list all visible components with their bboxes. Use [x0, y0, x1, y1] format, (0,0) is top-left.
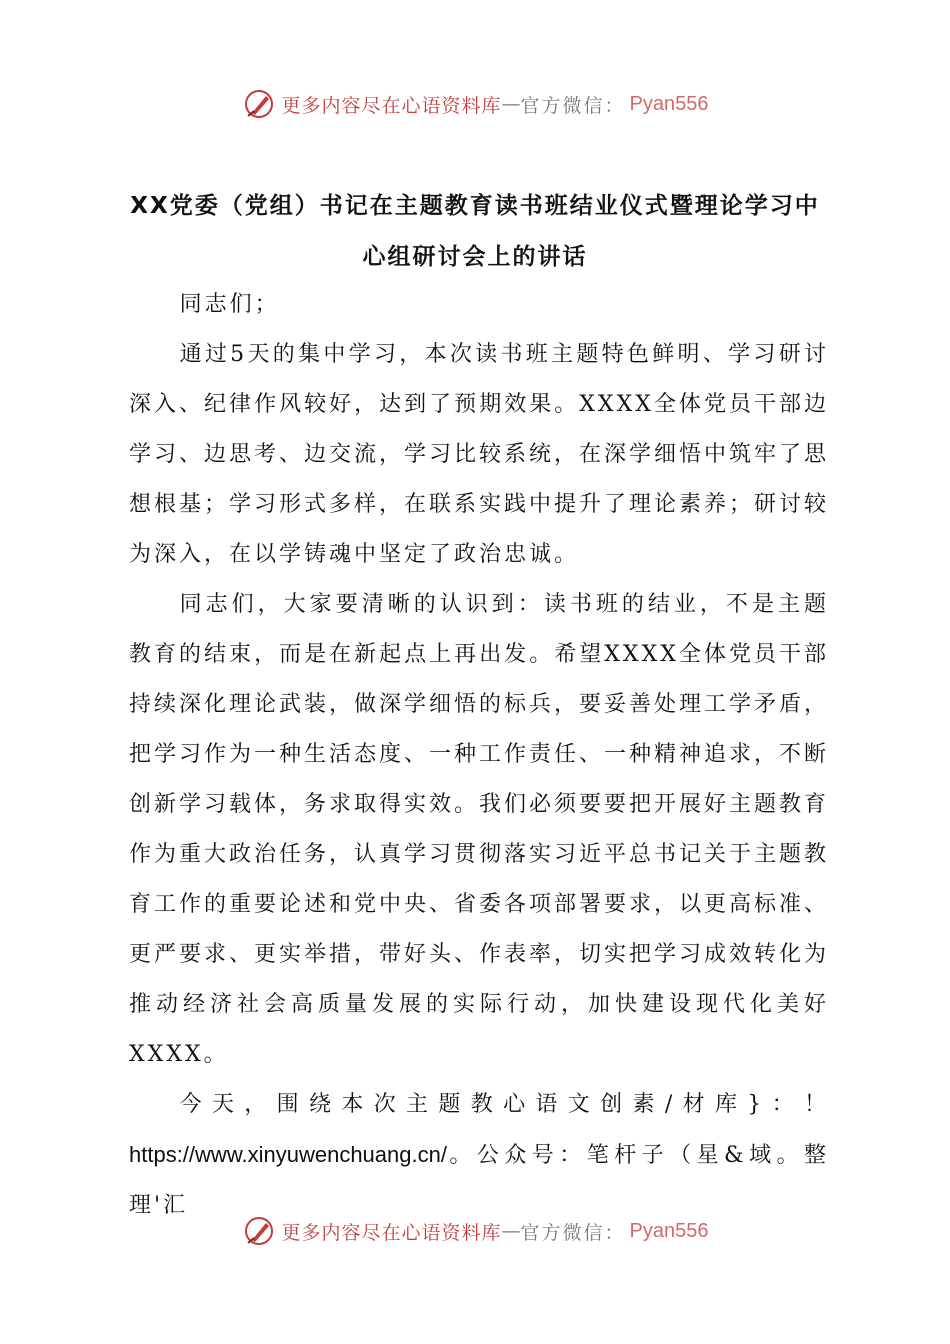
banner-official-label: 官方微信： — [520, 94, 626, 117]
salutation: 同志们； — [179, 292, 280, 317]
banner-wechat-id: Pyan556 — [629, 1219, 709, 1242]
document-title-line-1: XX党委（党组）书记在主题教育读书班结业仪式暨理论学习中 — [130, 193, 820, 219]
pen-nib-icon — [242, 1214, 276, 1248]
banner-official-label: 官方微信： — [520, 1221, 626, 1244]
footer-banner — [0, 1211, 950, 1251]
source-url-part-1: https:// — [129, 1142, 196, 1167]
source-url-part-2: www.xinyuwenchuang.cn/ — [195, 1142, 447, 1167]
paragraph-1: 通过5天的集中学习，本次读书班主题特色鲜明、学习研讨深入、纪律作风较好，达到了预期效果。XXXX全体党员干部边学习、边思考、边交流，学习比较系统，在深学细悟中筑牢了思想根基；学习形式多样，在联系实践中提升了理论素养；研讨较为深入，在以学铸魂中坚定了政治忠诚。 — [129, 342, 830, 567]
paragraph-3-start: 今天，围绕本次主题教心语文创素/材库}：！ — [179, 1092, 829, 1117]
paragraph-3 — [129, 1080, 829, 1231]
paragraph-3-end: 。公众号：笔杆子（星&域。整理'汇 — [129, 1143, 829, 1218]
banner-brand: 更多内容尽在心语资料库 — [281, 1221, 502, 1244]
banner-dash: — — [501, 93, 521, 115]
document-title-line-2: 心组研讨会上的讲话 — [362, 244, 588, 270]
paragraph-2: 同志们，大家要清晰的认识到：读书班的结业，不是主题教育的结束，而是在新起点上再出发。希望XXXX全体党员干部持续深化理论武装，做深学细悟的标兵，要妥善处理工学矛盾，把学习作为一种生活态度、一种工作责任、一种精神追求，不断创新学习载体，务求取得实效。我们必须要要把开展好主题教育作为重大政治任务，认真学习贯彻落实习近平总书记关于主题教育工作的重要论述和党中央、省委各项部署要求，以更高标准、更严要求、更实举措，带好头、作表率，切实把学习成效转化为推动经济社会高质量发展的实际行动，加快建设现代化美好XXXX。 — [129, 592, 830, 1067]
banner-dash: — — [501, 1220, 521, 1242]
banner-wechat-id: Pyan556 — [629, 92, 709, 115]
pen-nib-icon — [242, 87, 276, 121]
header-banner — [0, 84, 950, 124]
document-body — [129, 280, 829, 1231]
banner-brand: 更多内容尽在心语资料库 — [281, 94, 502, 117]
